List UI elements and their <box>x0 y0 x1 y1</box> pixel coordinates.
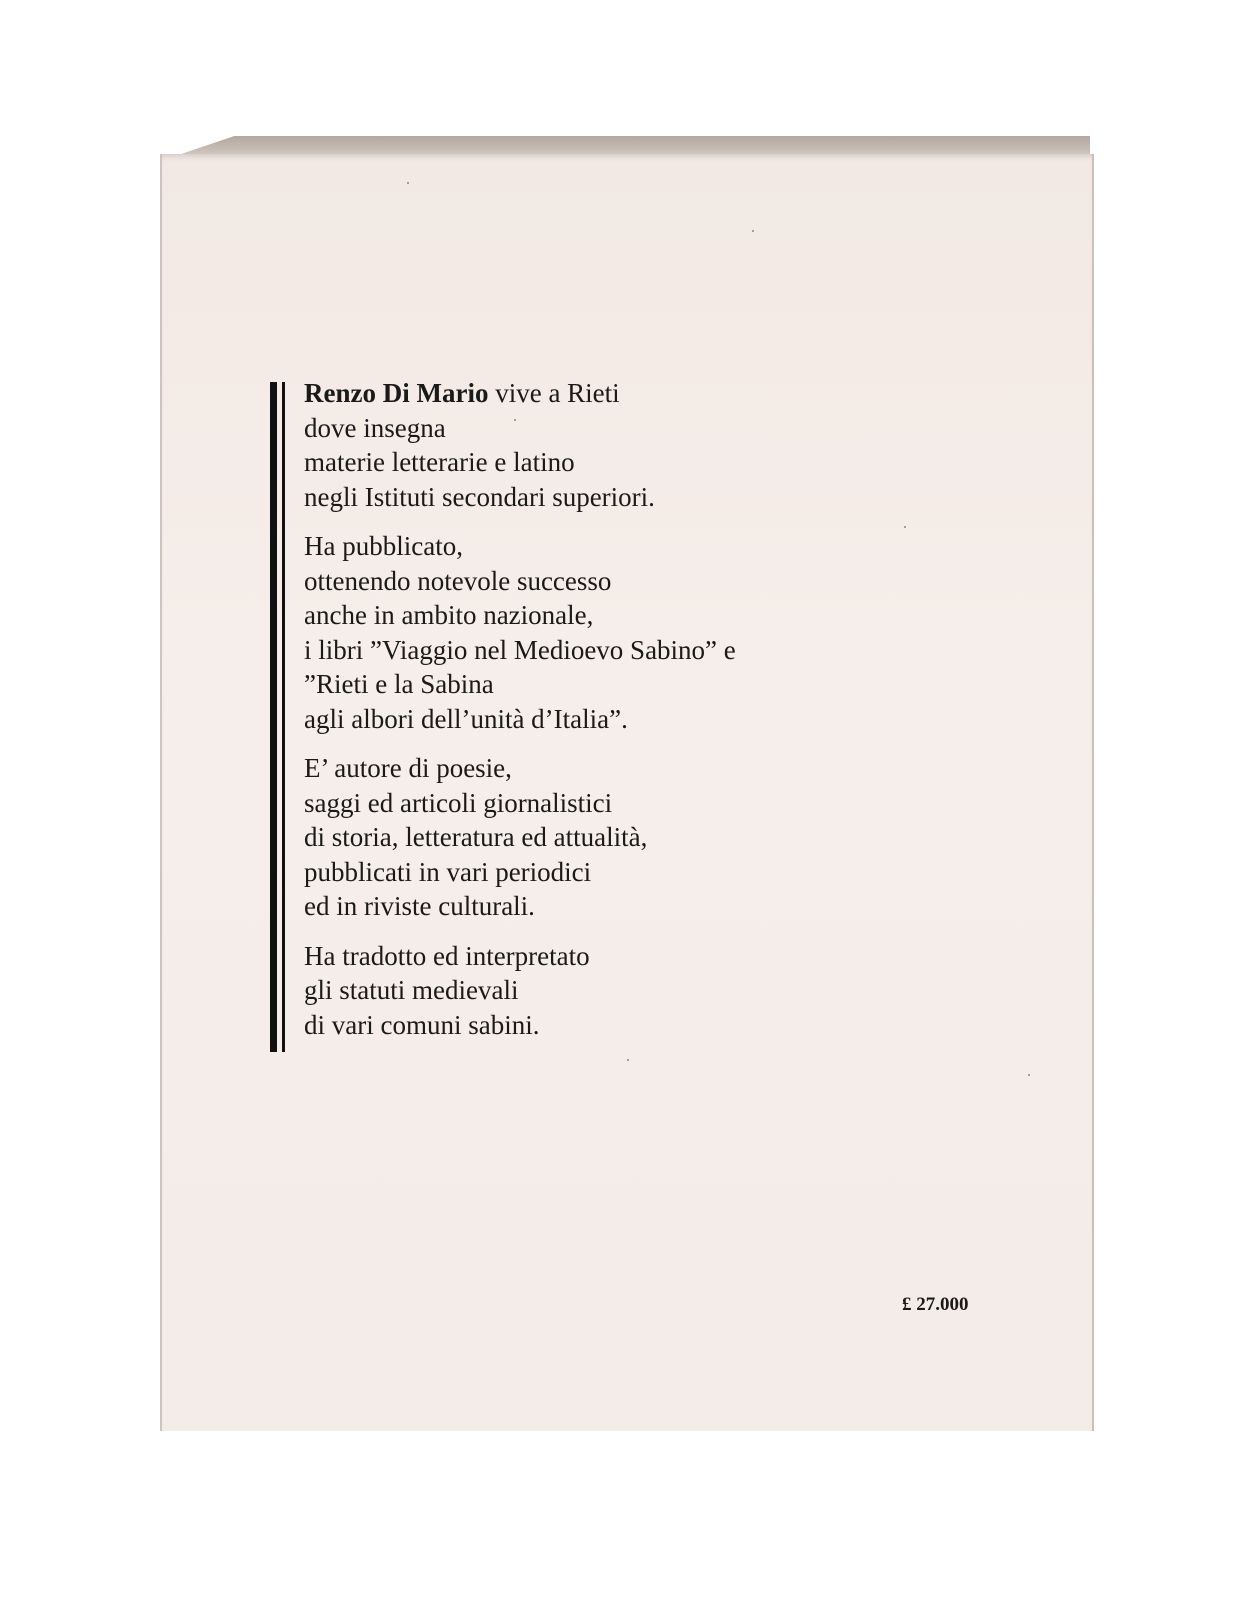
paper-speck <box>752 230 754 232</box>
bio-line-text: agli albori dell’unità d’Italia”. <box>304 703 628 734</box>
bio-line <box>304 564 864 599</box>
bio-line <box>304 820 864 855</box>
paper-speck <box>514 419 516 421</box>
bio-line <box>304 445 864 480</box>
bio-line-text: Ha tradotto ed interpretato <box>304 940 590 971</box>
bio-line <box>304 889 864 924</box>
bio-line-text: Ha pubblicato, <box>304 531 463 561</box>
bio-line-text: ed in riviste culturali. <box>304 891 535 921</box>
bio-line-text: ”Rieti e la Sabina <box>304 669 494 699</box>
bio-line-text: dove insegna <box>304 412 446 443</box>
bio-line <box>304 973 864 1008</box>
author-biography <box>304 376 864 1057</box>
paper-speck <box>627 1059 629 1061</box>
bio-line <box>304 855 864 890</box>
bio-line <box>304 751 864 786</box>
paper-speck <box>904 526 906 528</box>
bio-line <box>304 1008 864 1043</box>
bio-paragraph <box>304 529 864 736</box>
bio-line-text: i libri ”Viaggio nel Medioevo Sabino” e <box>304 634 736 665</box>
book-back-cover <box>160 136 1090 1431</box>
thin-rule <box>282 382 285 1052</box>
bio-line <box>304 480 864 515</box>
bio-line-text: pubblicati in vari periodici <box>304 856 592 887</box>
author-name: Renzo Di Mario <box>304 378 489 408</box>
bio-line-text: anche in ambito nazionale, <box>304 600 594 630</box>
bio-line-text: saggi ed articoli giornalistici <box>304 787 613 818</box>
bio-line <box>304 529 864 564</box>
bio-line-text: vive a Rieti <box>488 378 620 408</box>
decorative-double-rule <box>270 382 288 1052</box>
bio-paragraph <box>304 751 864 924</box>
bio-paragraph <box>304 376 864 514</box>
bio-line <box>304 702 864 737</box>
bio-line <box>304 376 864 411</box>
bio-line <box>304 633 864 668</box>
bio-line-text: materie letterarie e latino <box>304 447 575 477</box>
bio-line <box>304 667 864 702</box>
cover-surface <box>160 154 1094 1431</box>
bio-line <box>304 411 864 446</box>
bio-line-text: gli statuti medievali <box>304 975 519 1005</box>
thick-rule <box>270 382 277 1052</box>
price-label: £ 27.000 <box>902 1294 969 1315</box>
bio-line-text: ottenendo notevole successo <box>304 565 612 596</box>
bio-line-text: E’ autore di poesie, <box>304 753 512 783</box>
paper-speck <box>407 182 409 184</box>
paper-speck <box>1028 1074 1030 1076</box>
bio-line-text: negli Istituti secondari superiori. <box>304 481 655 512</box>
bio-line-text: di vari comuni sabini. <box>304 1009 540 1040</box>
bio-line <box>304 786 864 821</box>
bio-line <box>304 598 864 633</box>
bio-line-text: di storia, letteratura ed attualità, <box>304 822 648 852</box>
bio-paragraph <box>304 939 864 1043</box>
bio-line <box>304 939 864 974</box>
